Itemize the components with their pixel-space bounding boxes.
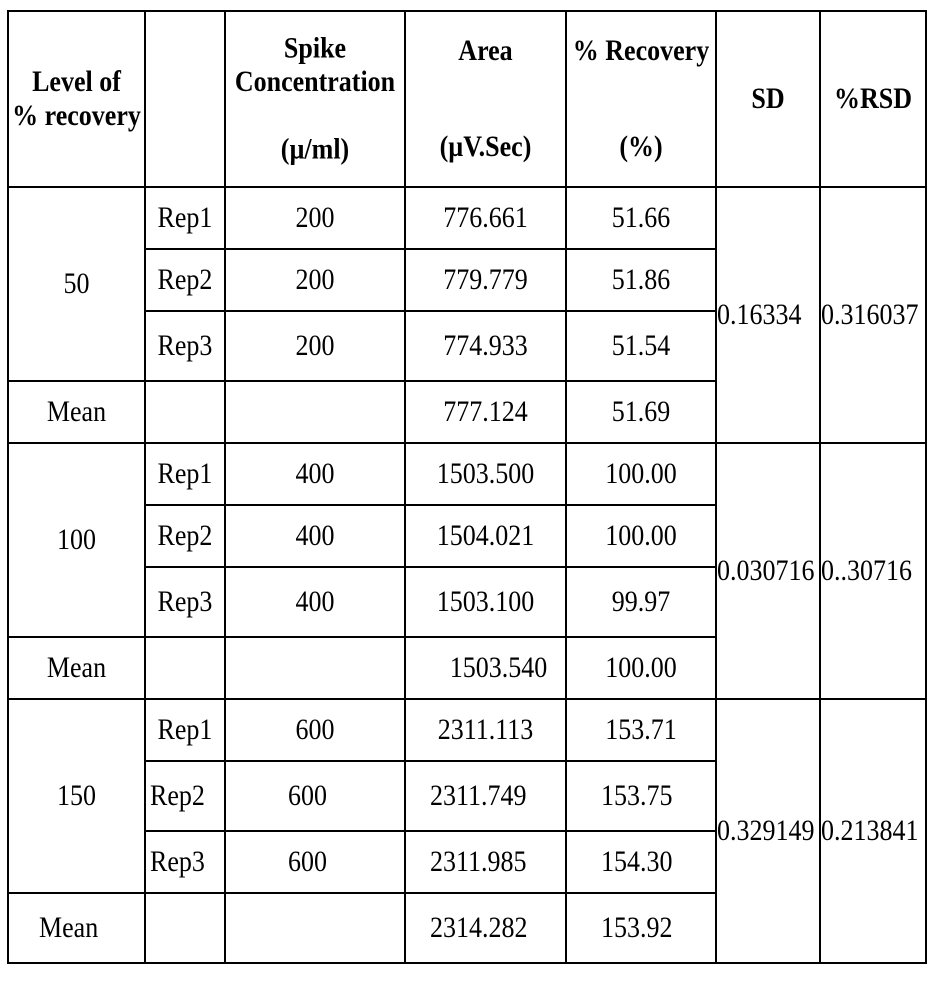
conc-cell: 200 (225, 307, 405, 385)
recovery-table (7, 10, 927, 964)
level-cell: 150 (8, 687, 145, 904)
recovery-cell: 154.30 (566, 827, 716, 896)
rsd-cell: 0.316037 (820, 172, 926, 459)
mean-area: 777.124 (405, 377, 566, 446)
area-cell: 779.779 (405, 245, 566, 314)
header-row (8, 11, 926, 187)
rep-cell: Rep2 (145, 501, 225, 570)
header-area: Area (µV.Sec) (405, 0, 566, 197)
empty-cell (225, 633, 405, 702)
table-row (8, 443, 926, 505)
recovery-cell: 153.75 (566, 757, 716, 835)
area-cell: 2311.985 (405, 827, 566, 896)
rsd-cell: 0.213841 (820, 683, 926, 979)
mean-label: Mean (8, 377, 145, 446)
rep-cell: Rep3 (145, 827, 225, 896)
header-rep (145, 0, 225, 197)
area-cell: 2311.749 (405, 757, 566, 835)
sd-cell: 0.16334 (716, 172, 820, 459)
conc-cell: 600 (225, 695, 405, 764)
level-cell: 100 (8, 431, 145, 648)
rep-cell: Rep2 (145, 757, 225, 835)
rep-cell: Rep1 (145, 183, 225, 252)
empty-cell (225, 377, 405, 446)
header-sd: SD (716, 0, 820, 197)
area-cell: 1504.021 (405, 501, 566, 570)
area-cell: 774.933 (405, 307, 566, 385)
recovery-cell: 153.71 (566, 695, 716, 764)
conc-cell: 200 (225, 245, 405, 314)
mean-area: 2314.282 (405, 889, 566, 967)
recovery-cell: 100.00 (566, 501, 716, 570)
rsd-cell: 0..30716 (820, 428, 926, 715)
mean-label: Mean (8, 633, 145, 702)
mean-area: 1503.540 (405, 633, 566, 702)
table-row (8, 187, 926, 249)
empty-cell (225, 889, 405, 967)
area-cell: 1503.100 (405, 563, 566, 641)
conc-cell: 600 (225, 757, 405, 835)
empty-cell (145, 889, 225, 967)
rep-cell: Rep2 (145, 245, 225, 314)
rep-cell: Rep3 (145, 307, 225, 385)
recovery-cell: 100.00 (566, 439, 716, 508)
recovery-cell: 51.86 (566, 245, 716, 314)
rep-cell: Rep1 (145, 695, 225, 764)
header-spike-concentration: Spike Concentration (µ/ml) (225, 0, 405, 197)
table-row (8, 699, 926, 761)
conc-cell: 200 (225, 183, 405, 252)
conc-cell: 400 (225, 501, 405, 570)
rep-cell: Rep3 (145, 563, 225, 641)
area-cell: 776.661 (405, 183, 566, 252)
header-level: Level of % recovery (8, 0, 145, 197)
mean-recovery: 100.00 (566, 633, 716, 702)
empty-cell (145, 633, 225, 702)
recovery-cell: 51.66 (566, 183, 716, 252)
recovery-cell: 51.54 (566, 307, 716, 385)
mean-recovery: 51.69 (566, 377, 716, 446)
conc-cell: 600 (225, 827, 405, 896)
sd-cell: 0.030716 (716, 428, 820, 715)
conc-cell: 400 (225, 439, 405, 508)
sd-cell: 0.329149 (716, 683, 820, 979)
recovery-cell: 99.97 (566, 563, 716, 641)
header-rsd: %RSD (820, 0, 926, 197)
level-cell: 50 (8, 175, 145, 392)
mean-label: Mean (8, 889, 145, 967)
rep-cell: Rep1 (145, 439, 225, 508)
header-recovery: % Recovery (%) (566, 0, 716, 197)
area-cell: 1503.500 (405, 439, 566, 508)
empty-cell (145, 377, 225, 446)
conc-cell: 400 (225, 563, 405, 641)
area-cell: 2311.113 (405, 695, 566, 764)
mean-recovery: 153.92 (566, 889, 716, 967)
